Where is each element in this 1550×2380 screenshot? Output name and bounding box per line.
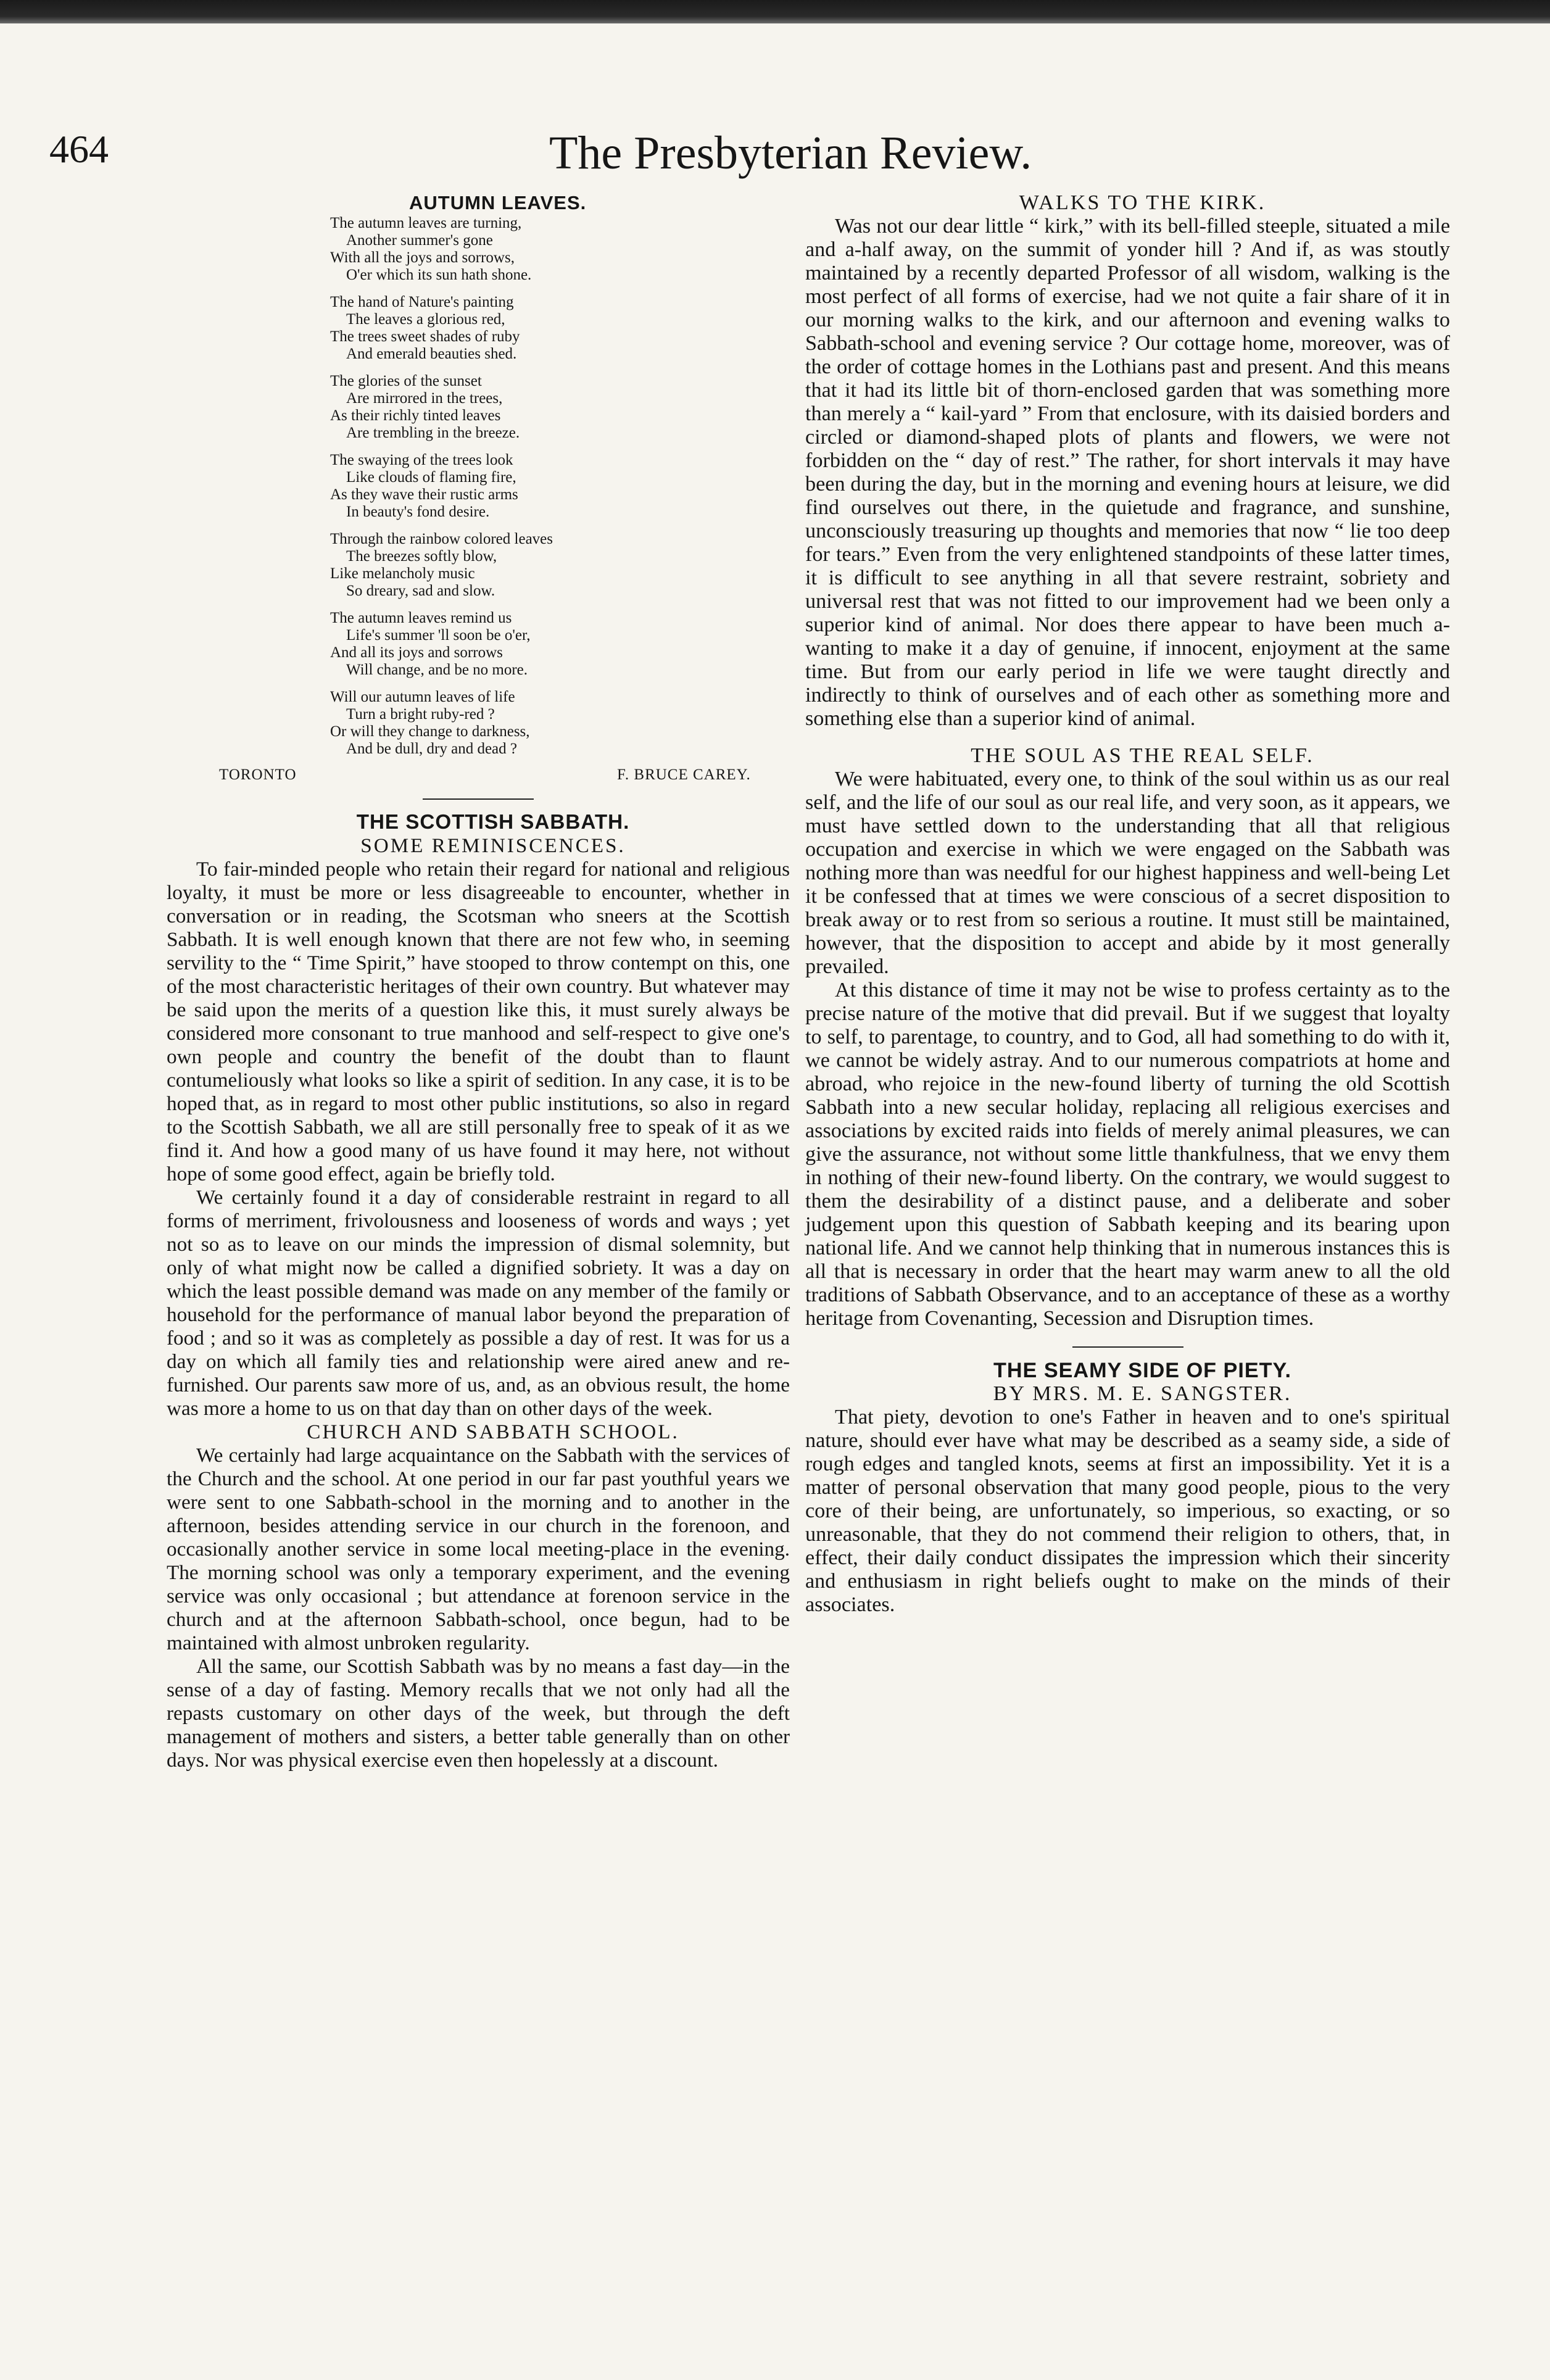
- poem-line: As their richly tinted leaves: [330, 407, 501, 424]
- paragraph: We were habituated, every one, to think of the soul within us as our real self, and the life of our soul as our real life, and very soon, as it appears, we must have settled down to the understanding that all that religious occupation and exercise in which we were engaged on the Sabbath was nothing more than was needful for our highest happiness and well-being Let it be confessed that at times we were conscious of a secret disposition to break away or to rest from so serious a routine. It must still be maintained, however, that the disposition to accept and abide by it most generally prevailed.: [805, 768, 1450, 978]
- poem-line: Are mirrored in the trees,: [346, 390, 503, 407]
- poem-line: And emerald beauties shed.: [346, 346, 517, 362]
- right-column: [805, 191, 1450, 1617]
- page-header: [0, 126, 1550, 182]
- article-title: THE SCOTTISH SABBATH.: [356, 811, 630, 834]
- poem-stanza: [330, 215, 790, 284]
- journal-title: The Presbyterian Review.: [549, 127, 1032, 179]
- poem-line: Life's summer 'll soon be o'er,: [346, 627, 531, 644]
- poem-line: And all its joys and sorrows: [330, 644, 503, 661]
- poem-signature: [167, 764, 790, 785]
- divider-rule: [1072, 1346, 1183, 1348]
- poem-line: The autumn leaves are turning,: [330, 215, 522, 231]
- section-heading: WALKS TO THE KIRK.: [1019, 191, 1266, 214]
- scan-top-edge: [0, 0, 1550, 23]
- section-heading: CHURCH AND SABBATH SCHOOL.: [307, 1420, 679, 1443]
- paragraph: We certainly found it a day of considerable restraint in regard to all forms of merriment, frivolousness and looseness of words and ways ; yet not so as to leave on our minds the impression of dismal solemnity, but only of what might now be called a dignified sobriety. It was a day on which the least possible demand was made on any member of the family or household for the performance of manual labor beyond the preparation of food ; and so it was as completely as possible a day of rest. It was for us a day on which all family ties and relationship were aired anew and re-furnished. Our parents saw more of us, and, as an obvious result, the home was more a home to us on that day than on other days of the week.: [167, 1186, 790, 1420]
- poem-line: Through the rainbow colored leaves: [330, 531, 553, 547]
- poem-line: The hand of Nature's painting: [330, 294, 514, 310]
- article-subtitle: SOME REMINISCENCES.: [360, 834, 626, 857]
- poem: [330, 191, 790, 758]
- poem-line: O'er which its sun hath shone.: [346, 267, 532, 283]
- poem-title: AUTUMN LEAVES.: [409, 192, 587, 214]
- poem-stanzas: [330, 215, 790, 758]
- poem-line: And be dull, dry and dead ?: [346, 740, 518, 757]
- poem-stanza: [330, 689, 790, 758]
- poem-line: As they wave their rustic arms: [330, 486, 518, 503]
- poem-line: The trees sweet shades of ruby: [330, 328, 520, 345]
- poem-line: The leaves a glorious red,: [346, 311, 505, 328]
- poem-line: So dreary, sad and slow.: [346, 583, 495, 599]
- paragraph: That piety, devotion to one's Father in heaven and to one's spiritual nature, should ever have what may be described as a seamy side, a side of rough edges and tangled knots, seems at first an impossibility. Yet it is a matter of personal observation that many good people, pious to the very core of their being, are unfortunately, so imperious, so exacting, or so unreasonable, that they do not commend their religion to others, that, in effect, their daily conduct dissipates the impression which their sincerity and enthusiasm in right beliefs ought to make on the minds of their associates.: [805, 1406, 1450, 1616]
- poem-line: Or will they change to darkness,: [330, 723, 530, 740]
- divider-rule: [423, 798, 534, 800]
- poem-line: The autumn leaves remind us: [330, 610, 512, 626]
- poem-stanza: [330, 373, 790, 442]
- poem-line: Will change, and be no more.: [346, 661, 528, 678]
- paragraph: At this distance of time it may not be wise to profess certainty as to the precise nature of the motive that did prevail. But if we suggest that loyalty to self, to parentage, to country, and to God, all had something to do with it, we cannot be widely astray. And to our numerous compatriots at home and abroad, who rejoice in the new-found liberty of turning the old Scottish Sabbath into a new secular holiday, replacing all religious exercises and associations by excited raids into fields of merely animal pleasures, we can give the assurance, not without some little thankfulness, that we envy them in nothing of their new-found liberty. On the contrary, we would suggest to them the desirability of a distinct pause, and a deliberate and sober judgement upon this question of Sabbath keeping and its bearing upon national life. And we cannot help thinking that in numerous instances this is all that is necessary in order that the heart may warm anew to all the old traditions of Sabbath Observance, and to an acceptance of these as a worthy heritage from Covenanting, Secession and Disruption times.: [805, 979, 1450, 1330]
- article-title: THE SEAMY SIDE OF PIETY.: [993, 1359, 1292, 1382]
- article-byline: BY MRS. M. E. SANGSTER.: [993, 1382, 1292, 1405]
- paragraph: All the same, our Scottish Sabbath was by no means a fast day—in the sense of a day of fasting. Memory recalls that we not only had all the repasts customary on other days of the week, but through the deft management of mothers and sisters, a better table generally than on other days. Nor was physical exercise even then hopelessly at a discount.: [167, 1655, 790, 1772]
- poem-line: The glories of the sunset: [330, 373, 482, 389]
- poem-line: Like clouds of flaming fire,: [346, 469, 516, 486]
- left-column: [167, 191, 790, 1772]
- poem-line: Are trembling in the breeze.: [346, 425, 520, 441]
- paragraph: We certainly had large acquaintance on the Sabbath with the services of the Church and the school. At one period in our far past youthful years we were sent to one Sabbath-school in the morning and to another in the afternoon, besides attending service in our church in the forenoon, and occasionally another service in some local meeting-place in the evening. The morning school was only a temporary experiment, and the evening service was only occasional ; but attendance at forenoon service in the church and at the afternoon Sabbath-school, once begun, had to be maintained with almost unbroken regularity.: [167, 1444, 790, 1654]
- section-heading: THE SOUL AS THE REAL SELF.: [971, 744, 1314, 767]
- poem-line: Turn a bright ruby-red ?: [346, 706, 495, 723]
- poem-line: Like melancholy music: [330, 565, 475, 582]
- poem-line: The breezes softly blow,: [346, 548, 497, 565]
- poem-line: The swaying of the trees look: [330, 452, 513, 468]
- paragraph: To fair-minded people who retain their regard for national and religious loyalty, it must be more or less disagreeable to encounter, whether in conversation or in reading, the Scotsman who sneers at the Scottish Sabbath. It is well enough known that there are not few who, in seeming servility to the “ Time Spirit,” have stooped to throw contempt on this, one of the most characteristic heritages of their own country. But whatever may be said upon the merits of a question like this, it must surely always be considered more consonant to true manhood and self-respect to give one's own people and country the benefit of the doubt than to flaunt contumeliously what looks so like a spirit of sedition. In any case, it is to be hoped that, as in regard to most other public institutions, so also in regard to the Scottish Sabbath, we all are still personally free to speak of it as we find it. And how a good many of us have found it may here, not without hope of some good effect, again be briefly told.: [167, 858, 790, 1185]
- poem-line: In beauty's fond desire.: [346, 504, 490, 520]
- paragraph: Was not our dear little “ kirk,” with its bell-filled steeple, situated a mile and a-half away, on the summit of yonder hill ? And if, as was stoutly maintained by a recently departed Professor of all wisdom, walking is the most perfect of all forms of exercise, had we not quite a fair share of it in our morning walks to the kirk, and our afternoon and evening walks to Sabbath-school and evening service ? Our cottage home, moreover, was of the order of cottage homes in the Lothians past and present. And this means that it had its little bit of thorn-enclosed garden that was something more than merely a “ kail-yard ” From that enclosure, with its daisied borders and circled or diamond-shaped plots of plants and flowers, we were not forbidden on the “ day of rest.” The rather, for short intervals it may have been during the day, but in the morning and evening hours at leisure, we did find ourselves out there, in the quietude and fragrance, and sunshine, unconsciously treasuring up thoughts and memories that now “ lie too deep for tears.” Even from the very enlightened standpoints of these latter times, it is difficult to see anything in all that severe restraint, sobriety and universal rest that was not fitted to our improvement had we been only a superior kind of animal. Nor does there appear to have been much a-wanting to make it a day of genuine, if innocent, enjoyment at the same time. But from our early period in life we were taught directly and indirectly to think of ourselves and of each other as something more and something else than a superior kind of animal.: [805, 215, 1450, 730]
- poem-stanza: [330, 294, 790, 363]
- page-number: 464: [49, 127, 109, 171]
- poem-place: TORONTO: [219, 766, 297, 783]
- poem-stanza: [330, 610, 790, 679]
- poem-stanza: [330, 452, 790, 521]
- poem-line: Another summer's gone: [346, 232, 493, 249]
- poem-stanza: [330, 531, 790, 600]
- poem-author: F. BRUCE CAREY.: [617, 766, 751, 783]
- poem-line: Will our autumn leaves of life: [330, 689, 515, 705]
- poem-line: With all the joys and sorrows,: [330, 249, 515, 266]
